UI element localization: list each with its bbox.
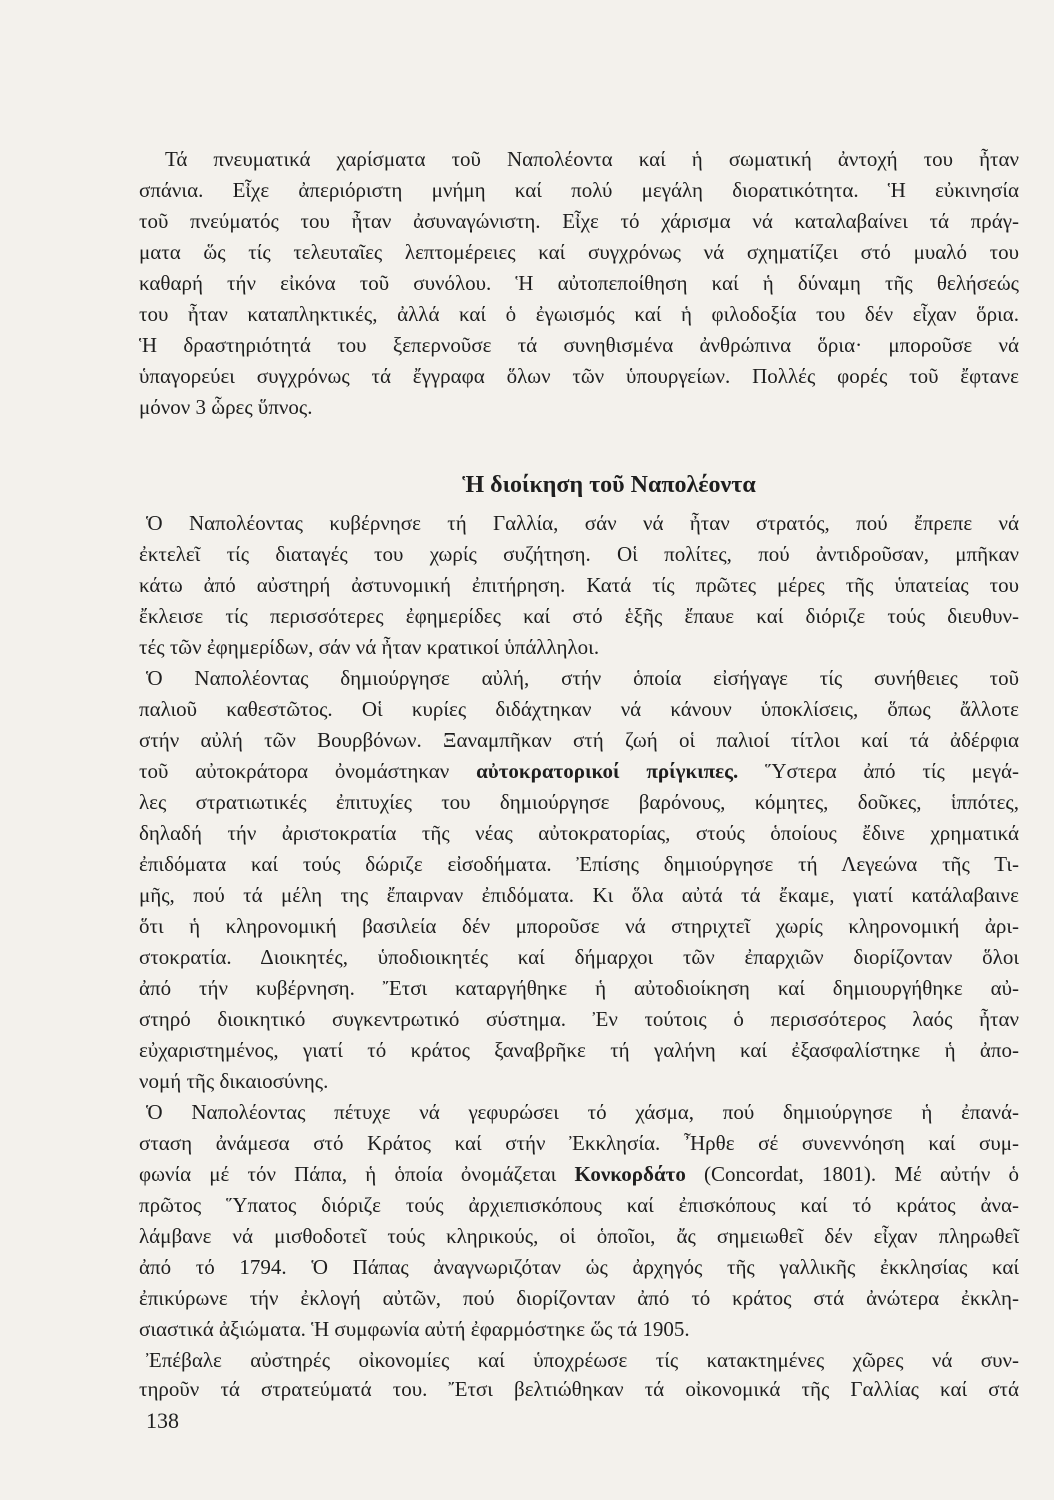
section-heading: Ἡ διοίκηση τοῦ Ναπολέοντα xyxy=(462,472,756,498)
section-line-23: πρῶτος Ὕπατος διόριζε τούς ἀρχιεπισκόπους καί ἐπισκόπους καί τό κράτος ἀνα- xyxy=(139,1193,1019,1217)
section-line-27: σιαστικά ἀξιώματα. Ἡ συμφωνία αὐτή ἐφαρμόστηκε ὥς τά 1905. xyxy=(139,1317,690,1341)
section-line-28: Ἐπέβαλε αὐστηρές οἰκονομίες καί ὑποχρέωσε τίς κατακτημένες χῶρες νά συν- xyxy=(146,1348,1019,1372)
section-line-20: Ὁ Ναπολέοντας πέτυχε νά γεφυρώσει τό χάσμα, πού δημιούργησε ἡ ἐπανά- xyxy=(146,1100,1019,1124)
imperial-princes-term: αὐτοκρατορικοί πρίγκιπες. xyxy=(476,759,739,783)
section-line-4: ἔκλεισε τίς περισσότερες ἐφημερίδες καί στό ἑξῆς ἔπαυε καί διόριζε τούς διευθυν- xyxy=(139,604,1019,628)
intro-line-1: Τά πνευματικά χαρίσματα τοῦ Ναπολέοντα καί ἡ σωματική ἀντοχή του ἦταν xyxy=(165,147,1019,171)
section-line-9-end: Ὕστερα ἀπό τίς μεγά- xyxy=(738,759,1020,783)
section-line-29: τηροῦν τά στρατεύματά του. Ἔτσι βελτιώθηκαν τά οἰκονομικά τῆς Γαλλίας καί στά xyxy=(139,1377,1019,1401)
intro-line-8: ὑπαγορεύει συγχρόνως τά ἔγγραφα ὅλων τῶν ὑπουργείων. Πολλές φορές τοῦ ἔφτανε xyxy=(139,364,1019,388)
section-line-13: μῆς, πού τά μέλη της ἔπαιρναν ἐπιδόματα. Κι ὅλα αὐτά τά ἔκαμε, γιατί κατάλαβαινε xyxy=(139,883,1019,907)
section-line-25: ἀπό τό 1794. Ὁ Πάπας ἀναγνωριζόταν ὡς ἀρχηγός τῆς γαλλικῆς ἐκκλησίας καί xyxy=(139,1255,1019,1279)
section-line-10: λες στρατιωτικές ἐπιτυχίες του δημιούργησε βαρόνους, κόμητες, δοῦκες, ἱππότες, xyxy=(139,790,1019,814)
section-line-22 xyxy=(139,1161,1019,1187)
section-line-21: σταση ἀνάμεσα στό Κράτος καί στήν Ἐκκλησία. Ἦρθε σέ συνεννόηση καί συμ- xyxy=(139,1131,1019,1155)
concordat-term: Κονκορδάτο xyxy=(574,1162,686,1186)
intro-line-6: του ἦταν καταπληκτικές, ἀλλά καί ὁ ἐγωισμός καί ἡ φιλοδοξία του δέν εἶχαν ὅρια. xyxy=(139,302,1019,326)
section-line-22-start: φωνία μέ τόν Πάπα, ἡ ὁποία ὀνομάζεται xyxy=(139,1162,575,1186)
section-line-9-start: τοῦ αὐτοκράτορα ὀνομάστηκαν xyxy=(139,759,477,783)
section-line-9 xyxy=(139,758,1019,784)
section-line-2: ἐκτελεῖ τίς διαταγές του χωρίς συζήτηση. Οἱ πολίτες, πού ἀντιδροῦσαν, μπῆκαν xyxy=(139,542,1019,566)
intro-line-3: τοῦ πνεύματός του ἦταν ἀσυναγώνιστη. Εἶχε τό χάρισμα νά καταλαβαίνει τά πράγ- xyxy=(139,209,1019,233)
section-line-5: τές τῶν ἐφημερίδων, σάν νά ἦταν κρατικοί ὑπάλληλοι. xyxy=(139,635,600,659)
intro-line-5: καθαρή τήν εἰκόνα τοῦ συνόλου. Ἡ αὐτοπεποίθηση καί ἡ δύναμη τῆς θελήσεώς xyxy=(139,271,1019,295)
section-line-3: κάτω ἀπό αὐστηρή ἀστυνομική ἐπιτήρηση. Κατά τίς πρῶτες μέρες τῆς ὑπατείας του xyxy=(139,573,1019,597)
section-line-16: ἀπό τήν κυβέρνηση. Ἔτσι καταργήθηκε ἡ αὐτοδιοίκηση καί δημιουργήθηκε αὐ- xyxy=(139,976,1019,1000)
section-line-17: στηρό διοικητικό συγκεντρωτικό σύστημα. Ἐν τούτοις ὁ περισσότερος λαός ἦταν xyxy=(139,1007,1019,1031)
section-line-8: στήν αὐλή τῶν Βουρβόνων. Ξαναμπῆκαν στή ζωή οἱ παλιοί τίτλοι καί τά ἀδέρφια xyxy=(139,728,1019,752)
section-line-19: νομή τῆς δικαιοσύνης. xyxy=(139,1069,329,1093)
section-line-26: ἐπικύρωνε τήν ἐκλογή αὐτῶν, πού διορίζονταν ἀπό τό κράτος στά ἀνώτερα ἐκκλη- xyxy=(139,1286,1019,1310)
section-line-22-end: (Concordat, 1801). Μέ αὐτήν ὁ xyxy=(685,1162,1019,1186)
page-number: 138 xyxy=(146,1408,179,1433)
intro-line-9: μόνον 3 ὧρες ὕπνος. xyxy=(139,395,313,419)
intro-line-7: Ἡ δραστηριότητά του ξεπερνοῦσε τά συνηθισμένα ἀνθρώπινα ὅρια· μποροῦσε νά xyxy=(139,333,1019,357)
section-line-6: Ὁ Ναπολέοντας δημιούργησε αὐλή, στήν ὁποία εἰσήγαγε τίς συνήθειες τοῦ xyxy=(146,666,1019,690)
section-line-11: δηλαδή τήν ἀριστοκρατία τῆς νέας αὐτοκρατορίας, στούς ὁποίους ἔδινε χρηματικά xyxy=(139,821,1019,845)
section-line-18: εὐχαριστημένος, γιατί τό κράτος ξαναβρῆκε τή γαλήνη καί ἐξασφαλίστηκε ἡ ἀπο- xyxy=(139,1038,1019,1062)
section-line-15: στοκρατία. Διοικητές, ὑποδιοικητές καί δήμαρχοι τῶν ἐπαρχιῶν διορίζονταν ὅλοι xyxy=(139,945,1019,969)
section-line-12: ἐπιδόματα καί τούς δώριζε εἰσοδήματα. Ἐπίσης δημιούργησε τή Λεγεώνα τῆς Τι- xyxy=(139,852,1019,876)
section-line-7: παλιοῦ καθεστῶτος. Οἱ κυρίες διδάχτηκαν νά κάνουν ὑποκλίσεις, ὅπως ἄλλοτε xyxy=(139,697,1019,721)
section-line-14: ὅτι ἡ κληρονομική βασιλεία δέν μποροῦσε νά στηριχτεῖ χωρίς κληρονομική ἀρι- xyxy=(139,914,1019,938)
intro-line-4: ματα ὥς τίς τελευταῖες λεπτομέρειες καί συγχρόνως νά σχηματίζει στό μυαλό του xyxy=(139,240,1019,264)
intro-line-2: σπάνια. Εἶχε ἀπεριόριστη μνήμη καί πολύ μεγάλη διορατικότητα. Ἡ εὐκινησία xyxy=(139,178,1019,202)
section-line-24: λάμβανε νά μισθοδοτεῖ τούς κληρικούς, οἱ ὁποῖοι, ἄς σημειωθεῖ δέν εἶχαν πληρωθεῖ xyxy=(139,1224,1019,1248)
section-line-1: Ὁ Ναπολέοντας κυβέρνησε τή Γαλλία, σάν νά ἦταν στρατός, πού ἔπρεπε νά xyxy=(146,511,1019,535)
